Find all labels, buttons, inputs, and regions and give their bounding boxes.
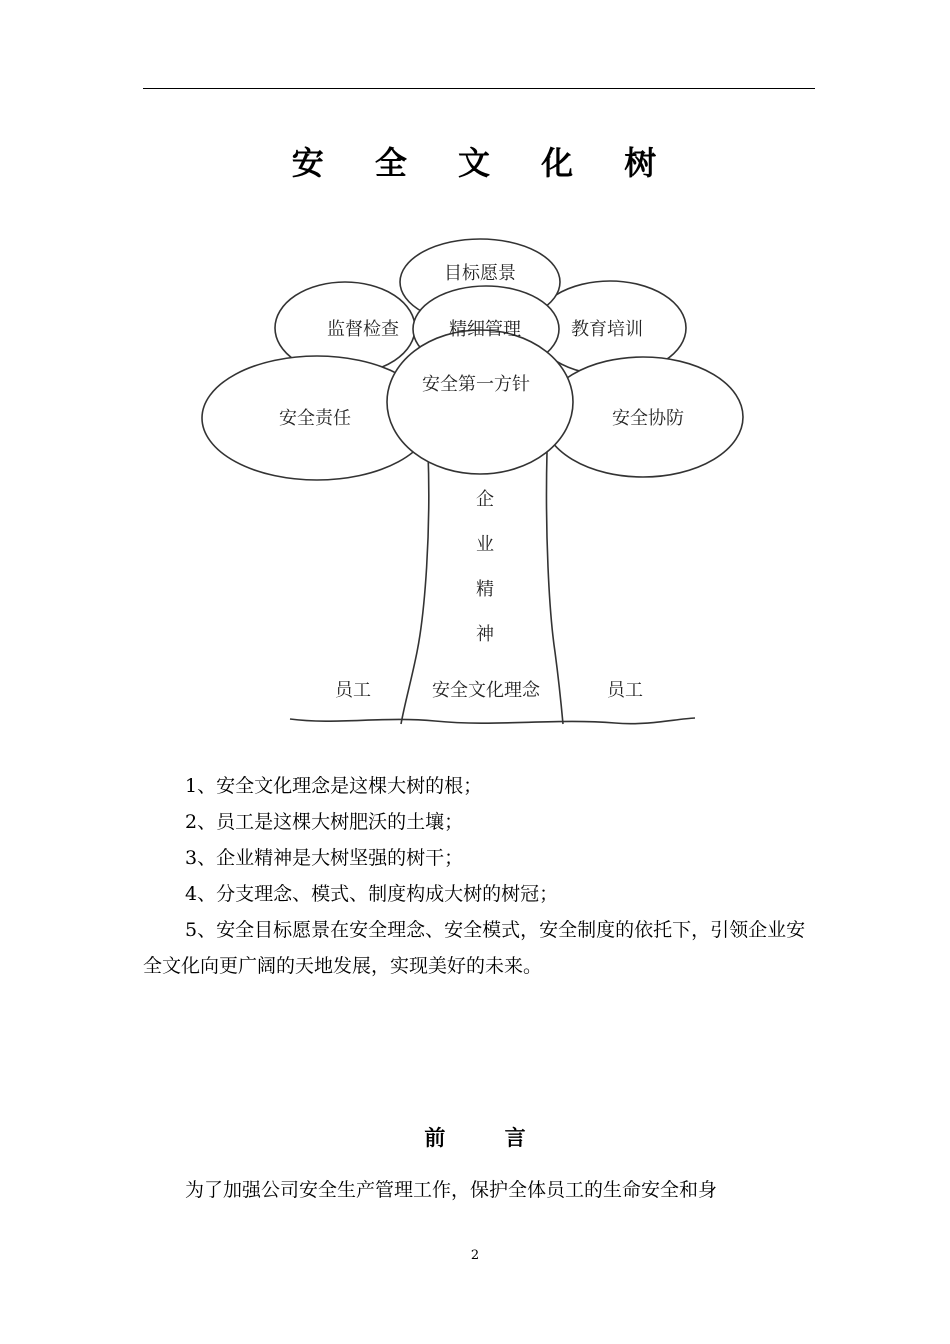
crown-center	[387, 330, 573, 474]
preface-paragraph: 为了加强公司安全生产管理工作，保护全体员工的生命安全和身	[185, 1179, 718, 1201]
trunk-char-3: 精	[476, 579, 494, 600]
explanation-list	[143, 768, 815, 984]
trunk-char-4: 神	[476, 624, 494, 645]
root-label: 安全文化理念	[432, 680, 540, 701]
ground-line	[290, 718, 695, 724]
list-item: 5、安全目标愿景在安全理念、安全模式，安全制度的依托下，引领企业安全文化向更广阔的天地发展，实现美好的未来。	[143, 919, 806, 977]
crown-right-label: 安全协防	[612, 408, 684, 429]
header-rule	[143, 88, 815, 89]
list-item: 2、员工是这棵大树肥沃的土壤；	[185, 811, 464, 833]
trunk-char-2: 业	[476, 534, 494, 555]
list-item: 4、分支理念、模式、制度构成大树的树冠；	[185, 883, 559, 905]
ground-right-label: 员工	[607, 680, 643, 701]
crown-center-label: 安全第一方针	[422, 374, 530, 395]
crown-upper-center-label: 精细管理	[449, 319, 521, 340]
preface-heading: 前 言	[424, 1126, 552, 1150]
list-item: 3、企业精神是大树坚强的树干；	[185, 847, 464, 869]
page-number: 2	[470, 1248, 480, 1263]
list-item: 1、安全文化理念是这棵大树的根；	[185, 775, 483, 797]
ground-left-label: 员工	[335, 680, 371, 701]
crown-left-label: 安全责任	[279, 408, 351, 429]
crown-upper-left-label: 监督检查	[327, 319, 399, 340]
trunk-char-1: 企	[476, 489, 494, 510]
crown-top-label: 目标愿景	[444, 263, 516, 284]
safety-culture-tree-diagram	[195, 232, 755, 732]
crown-upper-right-label: 教育培训	[571, 319, 643, 340]
page-title: 安 全 文 化 树	[291, 144, 677, 182]
